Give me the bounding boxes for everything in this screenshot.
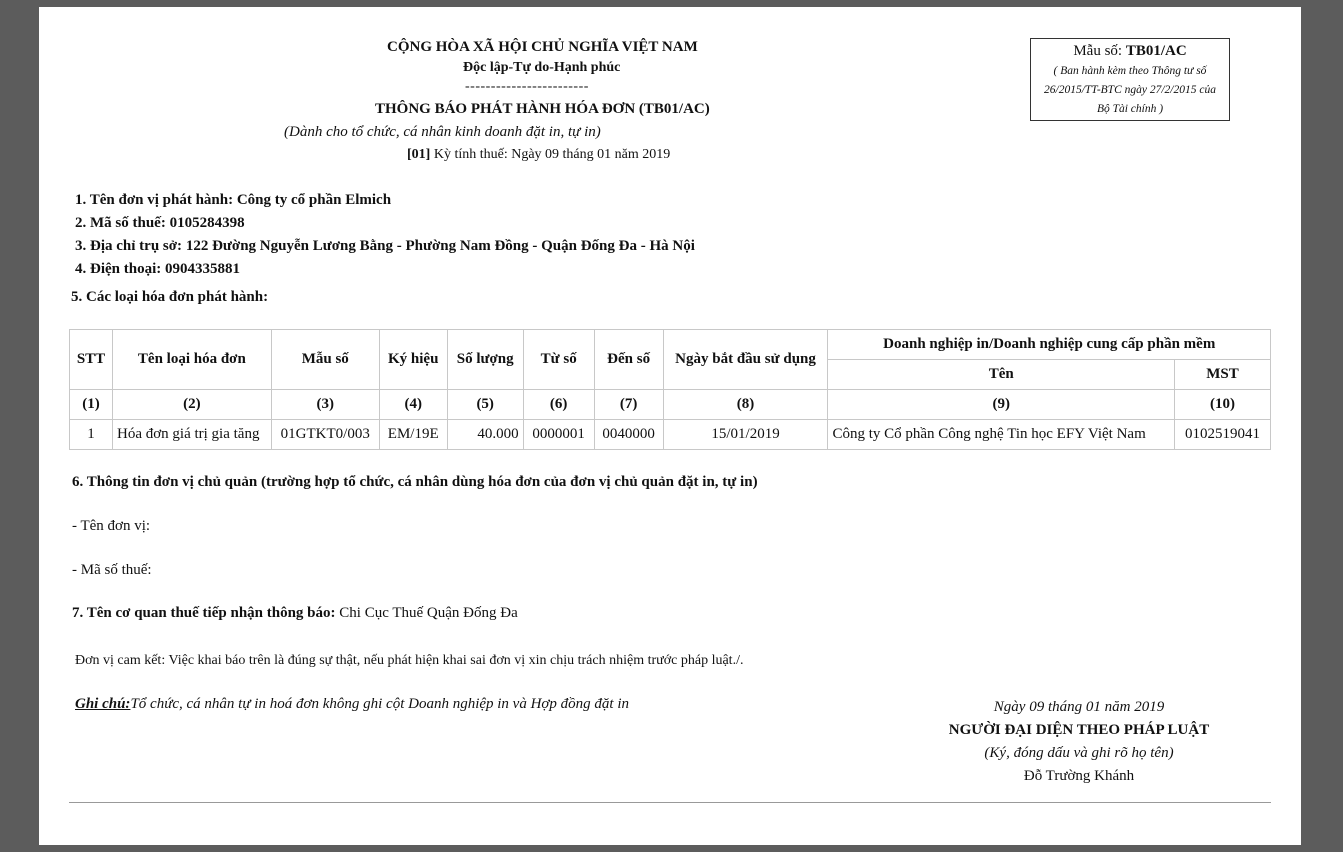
note-label: Ghi chú: xyxy=(75,696,131,712)
col-number: (5) xyxy=(447,390,523,420)
form-code-box xyxy=(1030,38,1230,121)
header-template: Mẫu số xyxy=(271,330,379,390)
col-number: (8) xyxy=(663,390,828,420)
tax-authority-value: Chi Cục Thuế Quận Đống Đa xyxy=(339,605,518,621)
cell-provider-name: Công ty Cổ phần Công nghệ Tin học EFY Việt Nam xyxy=(828,420,1174,450)
period-text: Kỳ tính thuế: Ngày 09 tháng 01 năm 2019 xyxy=(433,147,671,162)
column-number-row xyxy=(70,390,1271,420)
period-code: [01] xyxy=(407,147,431,162)
table-row xyxy=(70,420,1271,450)
col-number: (1) xyxy=(70,390,113,420)
header-stt: STT xyxy=(70,330,113,390)
col-number: (4) xyxy=(379,390,447,420)
form-code-line xyxy=(1031,43,1229,60)
issuer-address-value: 122 Đường Nguyễn Lương Bằng - Phường Nam Đồng - Quận Đống Đa - Hà Nội xyxy=(185,238,695,254)
col-number: (9) xyxy=(828,390,1174,420)
table-header-row xyxy=(70,330,1271,360)
col-number: (7) xyxy=(594,390,663,420)
cell-template: 01GTKT0/003 xyxy=(271,420,379,450)
issuer-name xyxy=(75,192,391,209)
form-code-label: Mẫu số: xyxy=(1073,43,1126,59)
col-number: (3) xyxy=(271,390,379,420)
cell-quantity: 40.000 xyxy=(447,420,523,450)
form-note-line: ( Ban hành kèm theo Thông tư số xyxy=(1053,65,1207,77)
cell-from: 0000001 xyxy=(523,420,594,450)
issuer-phone xyxy=(75,261,240,278)
signer-name: Đỗ Trường Khánh xyxy=(1023,768,1135,784)
col-number: (6) xyxy=(523,390,594,420)
tax-period xyxy=(407,147,670,163)
issuer-address-label: 3. Địa chỉ trụ sở: xyxy=(75,238,186,254)
cell-start-date: 15/01/2019 xyxy=(663,420,828,450)
issuer-tax-code xyxy=(75,215,245,232)
signature-date: Ngày 09 tháng 01 năm 2019 xyxy=(993,699,1165,715)
issuer-name-label: 1. Tên đơn vị phát hành: xyxy=(75,192,237,208)
header-provider-tax: MST xyxy=(1174,360,1270,390)
header-divider: ------------------------ xyxy=(465,79,589,94)
header-symbol: Ký hiệu xyxy=(379,330,447,390)
tax-authority-label: 7. Tên cơ quan thuế tiếp nhận thông báo: xyxy=(72,605,340,621)
issuer-address xyxy=(75,238,695,255)
issuer-phone-label: 4. Điện thoại: xyxy=(75,261,165,277)
header-from: Từ số xyxy=(523,330,594,390)
document-page xyxy=(39,7,1301,845)
form-note-line: 26/2015/TT-BTC ngày 27/2/2015 của xyxy=(1044,84,1216,96)
commitment-text: Đơn vị cam kết: Việc khai báo trên là đúng sự thật, nếu phát hiện khai sai đơn vị xin chịu trách nhiệm trước pháp luật./. xyxy=(75,653,744,668)
form-code: TB01/AC xyxy=(1125,43,1187,59)
owner-unit-name: - Tên đơn vị: xyxy=(72,518,151,534)
issuer-name-value: Công ty cổ phần Elmich xyxy=(236,192,392,208)
header-quantity: Số lượng xyxy=(447,330,523,390)
cell-stt: 1 xyxy=(70,420,113,450)
cell-to: 0040000 xyxy=(594,420,663,450)
document-title: THÔNG BÁO PHÁT HÀNH HÓA ĐƠN (TB01/AC) xyxy=(375,101,710,117)
issuer-tax-value: 0105284398 xyxy=(169,215,245,231)
section5-title: 5. Các loại hóa đơn phát hành: xyxy=(71,289,269,305)
header-to: Đến số xyxy=(594,330,663,390)
header-provider-name: Tên xyxy=(828,360,1174,390)
note xyxy=(75,696,629,713)
col-number: (2) xyxy=(112,390,271,420)
signature-role: NGƯỜI ĐẠI DIỆN THEO PHÁP LUẬT xyxy=(948,722,1210,738)
issuer-phone-value: 0904335881 xyxy=(165,261,240,277)
cell-provider-tax: 0102519041 xyxy=(1174,420,1270,450)
owner-unit-tax: - Mã số thuế: xyxy=(72,562,152,578)
document-subtitle: (Dành cho tổ chức, cá nhân kinh doanh đặt in, tự in) xyxy=(284,124,601,140)
section6-title: 6. Thông tin đơn vị chủ quản (trường hợp tổ chức, cá nhân dùng hóa đơn của đơn vị chủ quản đặt in, tự in) xyxy=(72,474,758,490)
col-number: (10) xyxy=(1174,390,1270,420)
signature-instruction: (Ký, đóng dấu và ghi rõ họ tên) xyxy=(984,745,1174,761)
header-type: Tên loại hóa đơn xyxy=(112,330,271,390)
header-start-date: Ngày bắt đầu sử dụng xyxy=(663,330,828,390)
note-text: Tổ chức, cá nhân tự in hoá đơn không ghi cột Doanh nghiệp in và Hợp đồng đặt in xyxy=(130,696,630,712)
signature-block xyxy=(919,696,1239,788)
invoice-table xyxy=(69,329,1271,450)
issuer-tax-label: 2. Mã số thuế: xyxy=(75,215,170,231)
republic-heading: CỘNG HÒA XÃ HỘI CHỦ NGHĨA VIỆT NAM xyxy=(387,39,698,55)
form-note-line: Bộ Tài chính ) xyxy=(1096,103,1164,115)
motto: Độc lập-Tự do-Hạnh phúc xyxy=(463,60,621,75)
bottom-divider xyxy=(69,802,1271,803)
header-provider: Doanh nghiệp in/Doanh nghiệp cung cấp phần mềm xyxy=(828,330,1271,360)
cell-type: Hóa đơn giá trị gia tăng xyxy=(112,420,271,450)
cell-symbol: EM/19E xyxy=(379,420,447,450)
tax-authority xyxy=(72,605,518,622)
form-note xyxy=(1031,62,1229,119)
